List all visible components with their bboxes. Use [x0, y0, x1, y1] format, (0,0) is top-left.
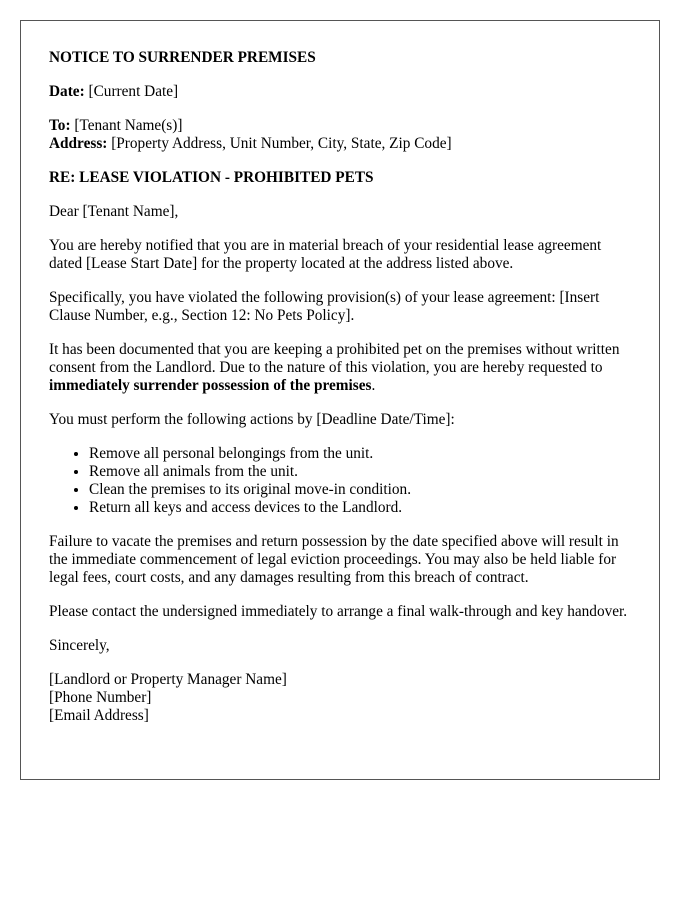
actions-list — [49, 445, 631, 517]
list-item: • Remove all animals from the unit. — [89, 463, 631, 481]
to-line — [49, 117, 631, 135]
list-item: • Clean the premises to its original move-in condition. — [89, 481, 631, 499]
date-line — [49, 83, 631, 101]
address-value: [Property Address, Unit Number, City, State, Zip Code] — [107, 135, 452, 152]
signature-block — [49, 671, 631, 725]
to-label: To: — [49, 117, 71, 134]
paragraph-breach: You are hereby notified that you are in material breach of your residential lease agreement dated [Lease Start Date] for the property located at the address listed above. — [49, 237, 602, 272]
paragraph-surrender — [49, 341, 631, 395]
letter-title: NOTICE TO SURRENDER PREMISES — [49, 49, 316, 66]
address-label: Address: — [49, 135, 108, 152]
signature-email: [Email Address] — [49, 707, 149, 724]
date-value: [Current Date] — [84, 83, 179, 100]
signature-phone: [Phone Number] — [49, 689, 152, 706]
paragraph-surrender-end: . — [371, 377, 376, 394]
salutation: Dear [Tenant Name], — [49, 203, 179, 220]
actions-intro: You must perform the following actions by [Deadline Date/Time]: — [49, 411, 455, 428]
signature-name: [Landlord or Property Manager Name] — [49, 671, 287, 688]
closing: Sincerely, — [49, 637, 110, 654]
recipient-block — [49, 117, 631, 153]
paragraph-surrender-emphasis: immediately surrender possession of the premises — [49, 377, 372, 394]
re-line: RE: LEASE VIOLATION - PROHIBITED PETS — [49, 169, 374, 186]
date-label: Date: — [49, 83, 85, 100]
list-item: • Remove all personal belongings from the unit. — [89, 445, 631, 463]
list-item: • Return all keys and access devices to the Landlord. — [89, 499, 631, 517]
paragraph-consequences: Failure to vacate the premises and return possession by the date specified above will result in the immediate commencement of legal eviction proceedings. You may also be held liable for legal fees, court costs, and any damages resulting from this breach of contract. — [49, 533, 619, 586]
address-line — [49, 135, 631, 153]
paragraph-contact: Please contact the undersigned immediately to arrange a final walk-through and key handover. — [49, 603, 628, 620]
letter-page — [20, 20, 660, 780]
paragraph-provision: Specifically, you have violated the following provision(s) of your lease agreement: [Insert Clause Number, e.g., Section 12: No Pets Policy]. — [49, 289, 600, 324]
to-value: [Tenant Name(s)] — [70, 117, 183, 134]
paragraph-surrender-start: It has been documented that you are keeping a prohibited pet on the premises without written consent from the Landlord. Due to the nature of this violation, you are hereby requested to — [49, 341, 620, 376]
